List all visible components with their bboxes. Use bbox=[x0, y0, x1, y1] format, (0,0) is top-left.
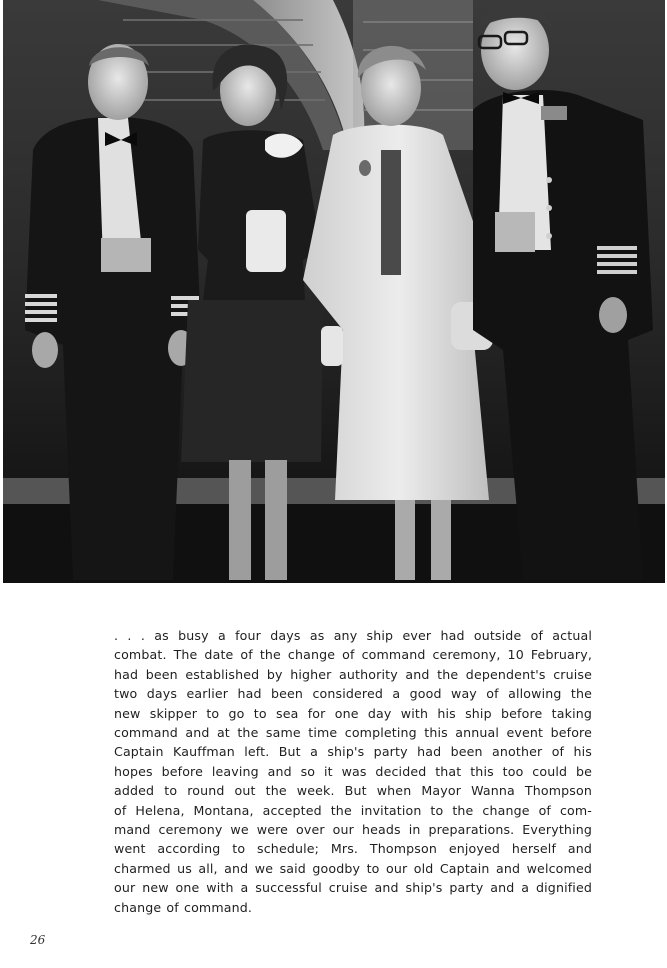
photograph bbox=[3, 0, 665, 583]
caption-line: our new one with a successful cruise and ship's party and a dignified bbox=[114, 880, 592, 896]
caption-line: two days earlier had been considered a good way of allowing the bbox=[114, 686, 592, 702]
caption-line: had been established by higher authority and the dependent's cruise bbox=[114, 666, 592, 682]
caption-line: added to round out the week. But when Mayor Wanna Thompson bbox=[114, 783, 592, 799]
caption-line: Captain Kauffman left. But a ship's party had been another of his bbox=[114, 744, 592, 760]
caption-line: hopes before leaving and so it was decided that this too could be bbox=[114, 763, 592, 779]
caption-line: charmed us all, and we said goodby to our old Captain and welcomed bbox=[114, 860, 592, 876]
photograph-image bbox=[3, 0, 665, 583]
caption-line: went according to schedule; Mrs. Thompson enjoyed herself and bbox=[114, 841, 592, 857]
page-number: 26 bbox=[30, 933, 46, 947]
caption-line: change of command. bbox=[114, 899, 253, 915]
caption-line: new skipper to go to sea for one day with his ship before taking bbox=[114, 705, 592, 721]
caption-line: . . . as busy a four days as any ship ever had outside of actual bbox=[114, 628, 592, 643]
caption-line: of Helena, Montana, accepted the invitation to the change of com- bbox=[114, 802, 592, 818]
caption-line: command and at the same time completing this annual event before bbox=[114, 725, 592, 741]
caption-line: combat. The date of the change of command ceremony, 10 February, bbox=[114, 647, 592, 663]
caption-text bbox=[114, 626, 592, 917]
caption-line: mand ceremony we were over our heads in preparations. Everything bbox=[114, 822, 592, 838]
